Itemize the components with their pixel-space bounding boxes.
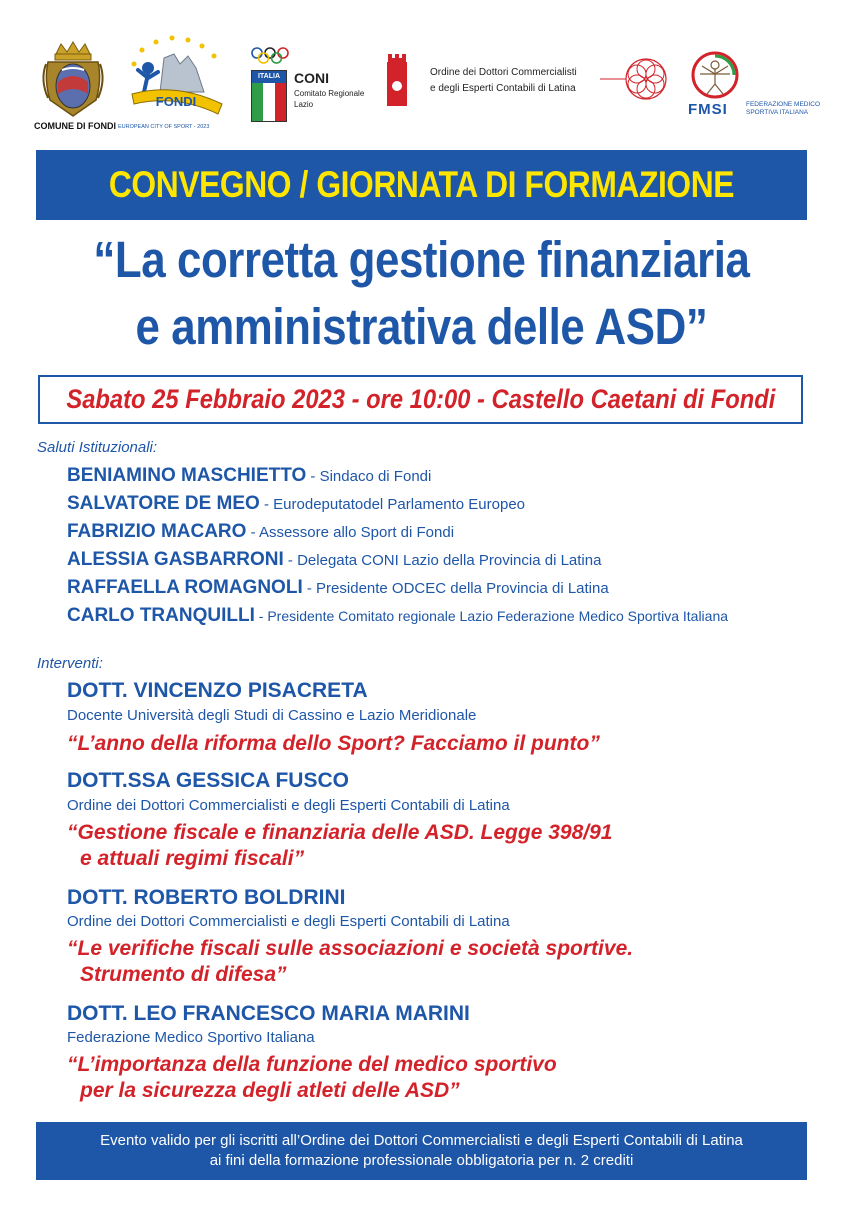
comune-caption: COMUNE DI FONDI — [34, 121, 116, 131]
greeting-name: FABRIZIO MACARO — [67, 521, 247, 542]
greeting-row — [67, 549, 601, 571]
event-type-text: CONVEGNO / GIORNATA DI FORMAZIONE — [108, 164, 735, 205]
title-line-2 — [0, 297, 843, 356]
greeting-role: - Eurodeputatodel Parlamento Europeo — [259, 496, 526, 513]
speaker-affiliation: Federazione Medico Sportivo Italiana — [67, 1029, 315, 1046]
greeting-name: SALVATORE DE MEO — [67, 493, 260, 514]
speaker-topic: “L’anno della riforma dello Sport? Facciamo il punto” — [67, 732, 600, 755]
greeting-name: CARLO TRANQUILLI — [67, 605, 255, 626]
event-type-banner — [36, 150, 807, 220]
greeting-row — [67, 493, 525, 515]
greeting-name: BENIAMINO MASCHIETTO — [67, 465, 307, 486]
coni-name: CONI — [294, 70, 329, 86]
fmsi-subtitle-2: SPORTIVA ITALIANA — [746, 109, 809, 116]
coni-subtitle-2: Lazio — [294, 100, 314, 109]
greeting-role: - Assessore allo Sport di Fondi — [246, 524, 455, 541]
talks-label: Interventi: — [37, 655, 103, 672]
footer-line-2: ai fini della formazione professionale obbligatoria per n. 2 crediti — [209, 1152, 634, 1169]
title-line-1 — [0, 230, 843, 289]
speaker-topic: “L’importanza della funzione del medico sportivo — [67, 1053, 557, 1076]
title-line-2-text: e amministrativa delle ASD” — [135, 298, 708, 355]
odcec-line-2: e degli Esperti Contabili di Latina — [430, 83, 576, 94]
greeting-role: - Sindaco di Fondi — [306, 468, 432, 485]
odcec-tower-icon — [384, 52, 410, 106]
speaker-topic: Strumento di difesa” — [80, 963, 287, 986]
speaker-topic: per la sicurezza degli atleti delle ASD” — [80, 1079, 460, 1102]
greetings-label: Saluti Istituzionali: — [37, 439, 158, 456]
fondi-city-of-sport-logo-icon — [126, 34, 226, 126]
fondi-sport-caption: EUROPEAN CITY OF SPORT - 2023 — [118, 124, 210, 130]
speaker-name: DOTT. ROBERTO BOLDRINI — [67, 886, 346, 909]
coni-shield — [251, 70, 287, 122]
odcec-line-1: Ordine dei Dottori Commercialisti — [430, 67, 577, 78]
speaker-name: DOTT. VINCENZO PISACRETA — [67, 679, 368, 702]
greeting-role: - Delegata CONI Lazio della Provincia di Latina — [283, 552, 602, 569]
greeting-row — [67, 577, 609, 599]
speaker-name: DOTT.SSA GESSICA FUSCO — [67, 769, 349, 792]
fmsi-acronym: FMSI — [688, 101, 728, 118]
speaker-affiliation: Ordine dei Dottori Commercialisti e degli Esperti Contabili di Latina — [67, 913, 510, 930]
event-date-text: Sabato 25 Febbraio 2023 - ore 10:00 - Castello Caetani di Fondi — [65, 384, 776, 414]
odcec-rosette-icon — [600, 54, 672, 104]
fondi-logo-word: FONDI — [155, 94, 197, 109]
coni-shield-label: ITALIA — [252, 71, 286, 83]
comune-di-fondi-crest-icon — [42, 40, 104, 120]
speaker-topic: “Gestione fiscale e finanziaria delle ASD. Legge 398/91 — [67, 821, 613, 844]
accreditation-footer — [36, 1122, 807, 1180]
speaker-affiliation: Docente Università degli Studi di Cassino e Lazio Meridionale — [67, 707, 477, 724]
speaker-topic: “Le verifiche fiscali sulle associazioni e società sportive. — [67, 937, 634, 960]
event-date-box — [38, 375, 803, 424]
coni-subtitle-1: Comitato Regionale — [294, 89, 365, 98]
title-line-1-text: “La corretta gestione finanziaria — [93, 231, 750, 288]
greeting-name: RAFFAELLA ROMAGNOLI — [67, 577, 303, 598]
olympic-rings-icon — [250, 46, 290, 66]
greeting-row — [67, 465, 431, 487]
speaker-affiliation: Ordine dei Dottori Commercialisti e degli Esperti Contabili di Latina — [67, 797, 510, 814]
greeting-row — [67, 605, 728, 627]
footer-line-1: Evento valido per gli iscritti all’Ordine dei Dottori Commercialisti e degli Esperti Contabili di Latina — [100, 1132, 743, 1149]
speaker-topic: e attuali regimi fiscali” — [80, 847, 305, 870]
greeting-row — [67, 521, 454, 543]
greeting-role: - Presidente ODCEC della Provincia di Latina — [302, 580, 609, 597]
greeting-role: - Presidente Comitato regionale Lazio Federazione Medico Sportiva Italiana — [254, 608, 729, 624]
fmsi-vitruvian-icon — [690, 50, 740, 100]
fmsi-subtitle-1: FEDERAZIONE MEDICO — [746, 101, 821, 108]
greeting-name: ALESSIA GASBARRONI — [67, 549, 284, 570]
speaker-name: DOTT. LEO FRANCESCO MARIA MARINI — [67, 1002, 470, 1025]
